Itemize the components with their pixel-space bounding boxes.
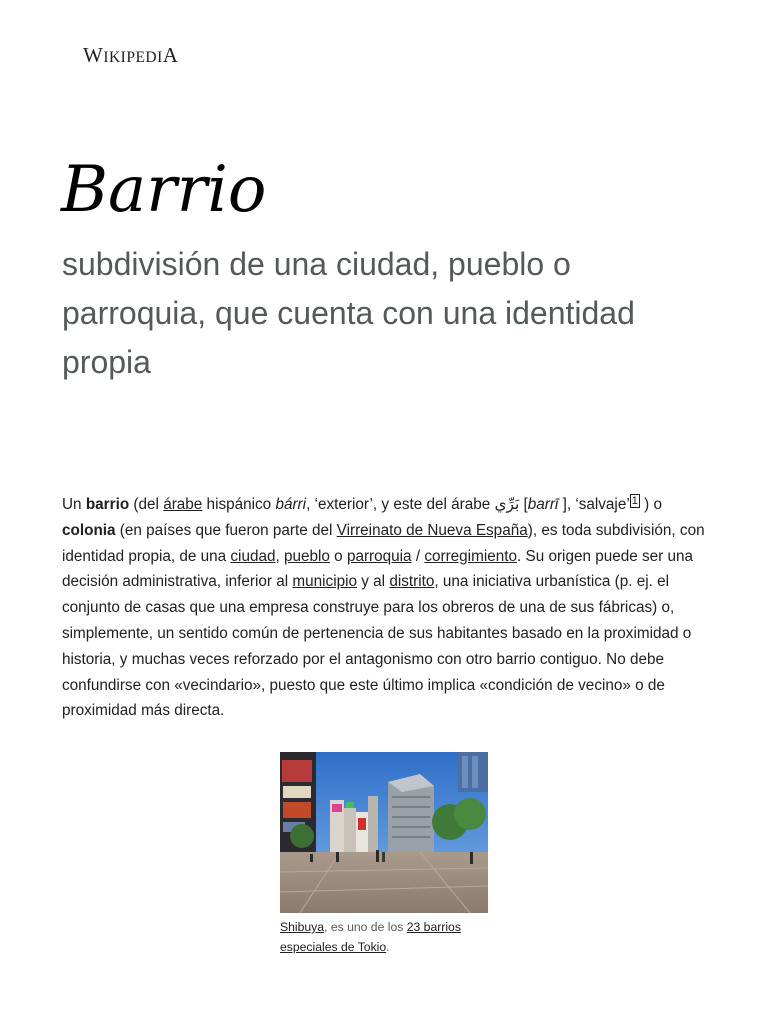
reference-1[interactable]: 1 — [631, 495, 638, 507]
link-municipio[interactable]: municipio — [292, 573, 358, 591]
transliteration: barrī — [527, 496, 559, 513]
building — [368, 796, 378, 852]
tree — [454, 798, 486, 830]
person — [376, 850, 379, 862]
building — [344, 808, 356, 852]
link-23-barrios[interactable]: 23 barrios especiales de Tokio — [280, 920, 461, 954]
term-barrio: barrio — [85, 496, 130, 513]
arabic-word: بَرِّي — [494, 496, 520, 513]
logo-letter: W — [83, 43, 104, 67]
figure-shibuya — [280, 752, 488, 957]
intro-paragraph: Un barrio (del árabe hispánico bárri, ‘exterior’, y este del árabe بَرِّي [barrī ], ‘salvaje’ $^1$ ) o colonia (en países que fueron parte del Virreinato de Nueva España), es toda subdivisión, con identidad propia, de una ciudad, pueblo o parroquia / corregimiento. Su origen puede ser una decisión administrativa, inferior al municipio y al distrito, una iniciativa urbanística (p. ej. el conjunto de casas que una empresa construye para los obreros de una de sus fábricas) o, simplemente, un sentido común de pertenencia de sus habitantes basado en la proximidad o historia, y muchas veces reforzado por el antagonismo con otro barrio contiguo. No debe confundirse con «vecindario», puesto que este último implica «condición de vecino» o de proximidad más directa. — [62, 495, 705, 720]
person — [470, 852, 473, 864]
link-distrito[interactable]: distrito — [389, 573, 435, 591]
person — [382, 852, 385, 862]
link-ciudad[interactable]: ciudad — [230, 547, 276, 565]
link-parroquia[interactable]: parroquia — [346, 547, 412, 565]
tree — [290, 824, 314, 848]
link-pueblo[interactable]: pueblo — [283, 547, 330, 565]
person — [336, 852, 339, 862]
person — [310, 854, 313, 862]
term-colonia: colonia — [62, 521, 116, 539]
page-subtitle: subdivisión de una ciudad, pueblo o parroquia, que cuenta con una identidad propia — [62, 246, 635, 380]
etymology-barri: bárri — [275, 496, 307, 513]
shibuya-photo[interactable] — [280, 752, 488, 913]
page-title: Barrio — [61, 153, 267, 227]
logo-letter: A — [162, 43, 179, 67]
link-shibuya[interactable]: Shibuya — [280, 920, 325, 934]
wikipedia-logo[interactable] — [83, 43, 178, 68]
link-corregimiento[interactable]: corregimiento — [424, 547, 517, 565]
link-arabe[interactable]: árabe — [163, 496, 203, 513]
logo-letters: IKIPEDI — [103, 49, 163, 66]
link-virreinato[interactable]: Virreinato de Nueva España — [336, 521, 528, 539]
image-caption: Shibuya, es uno de los 23 barrios especiales de Tokio. — [280, 920, 461, 954]
